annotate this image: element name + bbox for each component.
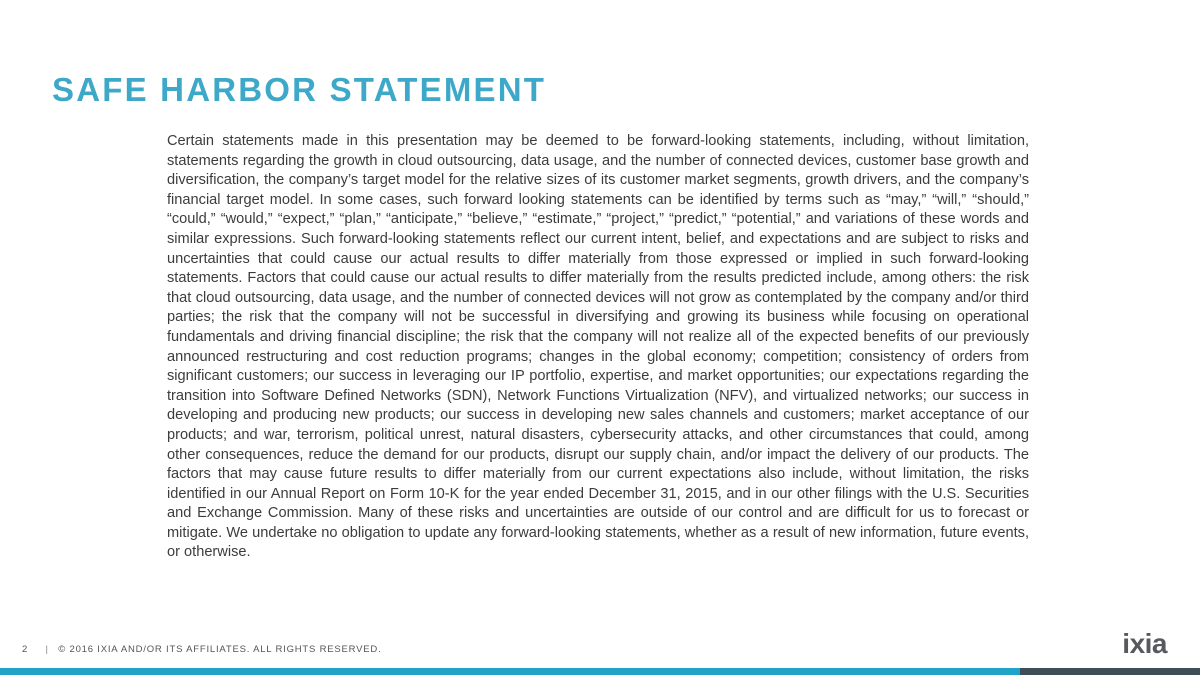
safe-harbor-body-text: Certain statements made in this presentation may be deemed to be forward-looking statements, including, without limitation, statements regarding the growth in cloud outsourcing, data usage, and the number of connected devices, customer base growth and diversification, the company’s target model for the relative sizes of its customer market segments, growth drivers, and the company’s financial target model. In some cases, such forward looking statements can be identified by terms such as “may,” “will,” “should,” “could,” “would,” “expect,” “plan,” “anticipate,” “believe,” “estimate,” “project,” “predict,” “potential,” and variations of these words and similar expressions. Such forward-looking statements reflect our current intent, belief, and expectations and are subject to risks and uncertainties that could cause our actual results to differ materially from those expressed or implied in such forward-looking statements. Factors that could cause our actual results to differ materially from the results predicted include, among others: the risk that cloud outsourcing, data usage, and the number of connected devices will not grow as contemplated by the company and/or third parties; the risk that the company will not be successful in diversifying and growing its business while focusing on operational fundamentals and driving financial discipline; the risk that the company will not realize all of the expected benefits of our previously announced restructuring and cost reduction programs; changes in the global economy; competition; consistency of orders from significant customers; our success in leveraging our IP portfolio, expertise, and market opportunities; our expectations regarding the transition into Software Defined Networks (SDN), Network Functions Virtualization (NFV), and virtualized networks; our success in developing and producing new products; our success in developing new sales channels and customers; market acceptance of our products; and war, terrorism, political unrest, natural disasters, cybersecurity attacks, and other circumstances that could, among other consequences, reduce the demand for our products, disrupt our supply chain, and/or impact the delivery of our products. The factors that may cause future results to differ materially from our current expectations also include, without limitation, the risks identified in our Annual Report on Form 10-K for the year ended December 31, 2015, and in our other filings with the U.S. Securities and Exchange Commission. Many of these risks and uncertainties are outside of our control and are difficult for us to forecast or mitigate. We undertake no obligation to update any forward-looking statements, whether as a result of new information, future events, or otherwise. <box>167 133 1029 561</box>
ixia-logo: ixia <box>1122 628 1167 659</box>
bottom-accent-bar <box>0 668 1200 675</box>
copyright-notice: © 2016 IXIA AND/OR ITS AFFILIATES. ALL RIGHTS RESERVED. <box>58 644 382 655</box>
footer <box>22 644 382 655</box>
slide-title: SAFE HARBOR STATEMENT <box>52 71 547 108</box>
page-number: 2 <box>22 644 29 655</box>
footer-separator: | <box>45 644 49 655</box>
bottom-bar-blue-segment <box>0 668 1020 675</box>
bottom-bar-dark-segment <box>1020 668 1200 675</box>
